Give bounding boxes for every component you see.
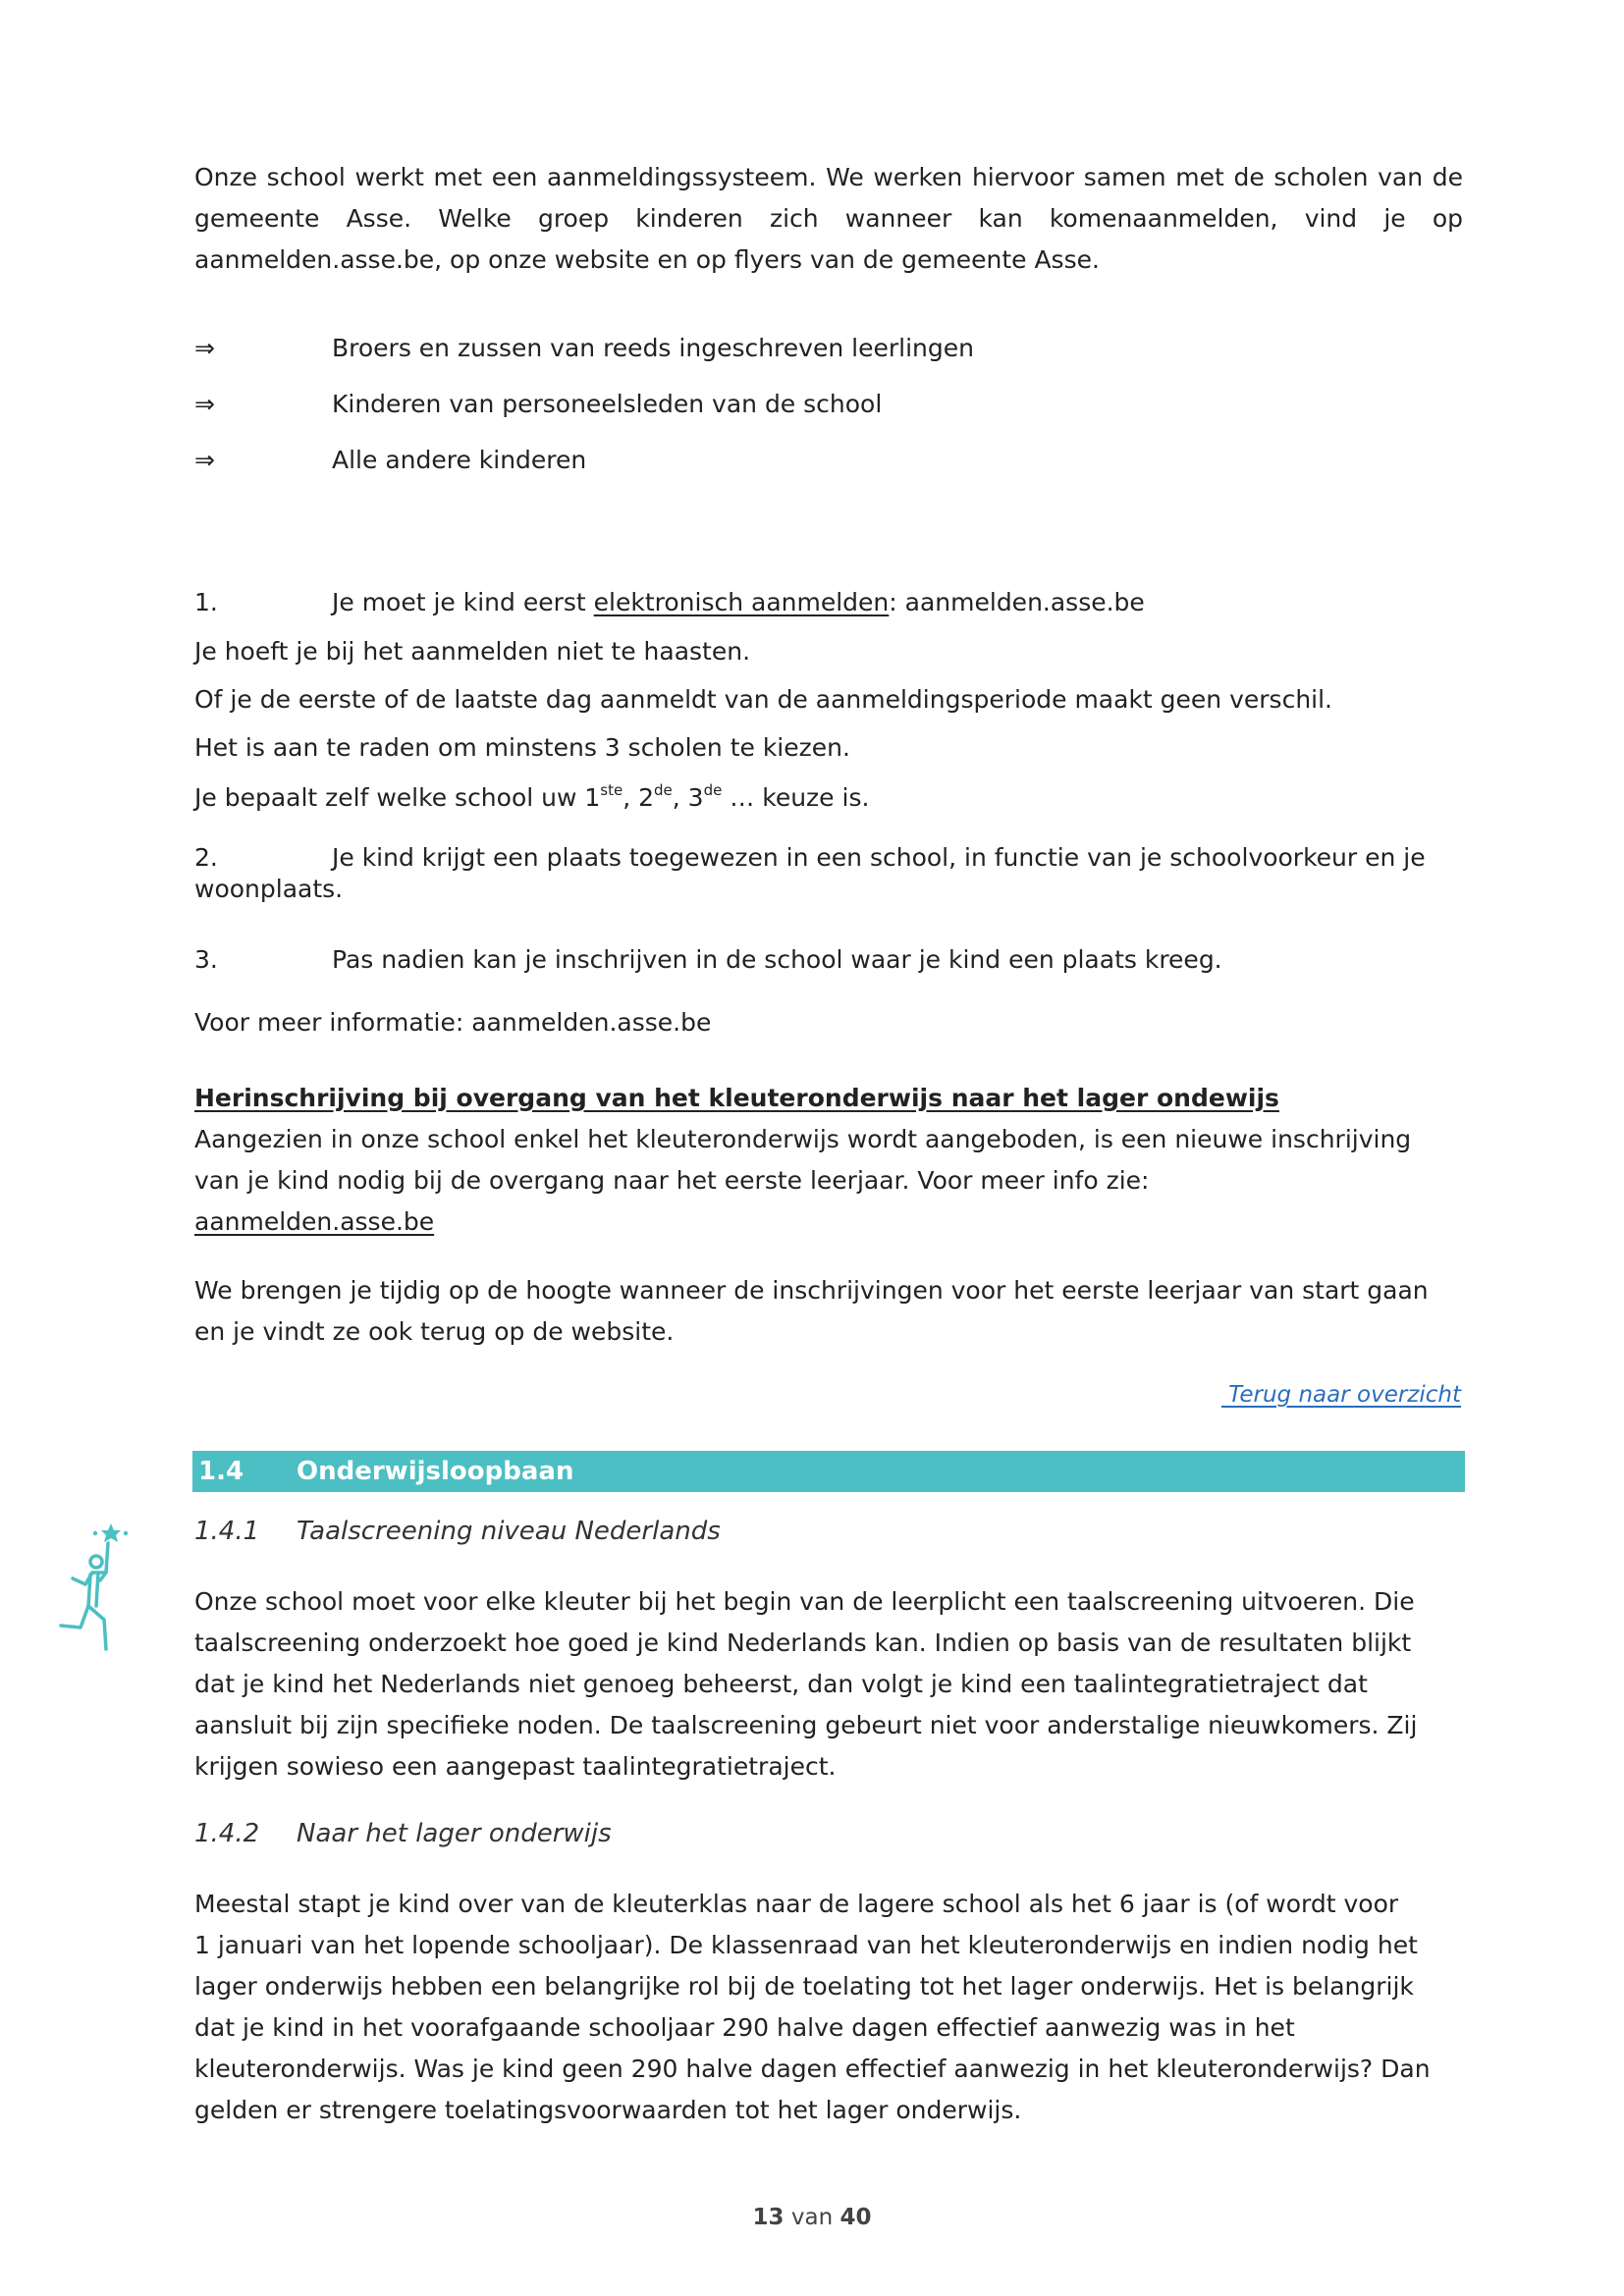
back-to-overview-link[interactable]: Terug naar overzicht [1220, 1382, 1461, 1408]
subsection-number: 1.4.1 [194, 1517, 260, 1546]
reinschrijving-line-1: Aangezien in onze school enkel het kleuteronderwijs wordt aangeboden, is een nieuwe inschrijving [194, 1125, 1412, 1153]
arrow-icon: ⇒ [194, 390, 215, 418]
step-1-line-3: Of je de eerste of de laatste dag aanmeldt van de aanmeldingsperiode maakt geen verschil. [194, 685, 1332, 714]
section-title: Onderwijsloopbaan [297, 1457, 574, 1486]
paragraph-line: Meestal stapt je kind over van de kleuterklas naar de lagere school als het 6 jaar is (of wordt voor [194, 1890, 1399, 1918]
page-separator: van [784, 2205, 840, 2230]
subsection-number: 1.4.2 [194, 1819, 260, 1848]
step-text: Je moet je kind eerst [332, 588, 594, 616]
person-reaching-star-icon [49, 1522, 137, 1679]
page-number-footer [0, 2205, 1624, 2230]
subsection-heading-1-4-2 [194, 1814, 612, 1853]
paragraph-line: 1 januari van het lopende schooljaar). De klassenraad van het kleuteronderwijs en indien nodig het [194, 1931, 1418, 1959]
list-item-label: Kinderen van personeelsleden van de school [332, 390, 883, 418]
paragraph-line: taalscreening onderzoekt hoe goed je kind Nederlands kan. Indien op basis van de resultaten blijkt [194, 1629, 1412, 1657]
step-2-line-2: woonplaats. [194, 875, 344, 903]
reinschrijving-heading: Herinschrijving bij overgang van het kleuteronderwijs naar het lager ondewijs [194, 1084, 1279, 1112]
elektronisch-aanmelden-link[interactable]: elektronisch aanmelden [593, 588, 890, 616]
paragraph-line: aansluit bij zijn specifieke noden. De taalscreening gebeurt niet voor anderstalige nieuwkomers. Zij [194, 1711, 1418, 1739]
subsection-title: Naar het lager onderwijs [297, 1819, 612, 1848]
section-heading-bar [192, 1451, 1465, 1492]
choice-text: … keuze is. [722, 783, 870, 812]
step-3 [194, 940, 1222, 980]
subsection-title: Taalscreening niveau Nederlands [297, 1517, 721, 1546]
paragraph-line: krijgen sowieso een aangepast taalintegratietraject. [194, 1752, 837, 1781]
arrow-icon: ⇒ [194, 334, 215, 362]
reinschrijving-line-2: van je kind nodig bij de overgang naar het eerste leerjaar. Voor meer info zie: [194, 1166, 1150, 1195]
step-1-line-4: Het is aan te raden om minstens 3 scholen te kiezen. [194, 733, 850, 762]
subsection-heading-1-4-1 [194, 1512, 721, 1551]
step-number: 3. [194, 945, 218, 974]
intro-line-2: gemeente Asse. Welke groep kinderen zich wanneer kan komenaanmelden, vind je op [194, 204, 1463, 233]
paragraph-line: kleuteronderwijs. Was je kind geen 290 halve dagen effectief aanwezig in het kleuteronderwijs? Dan [194, 2055, 1431, 2083]
aanmelden-link[interactable]: aanmelden.asse.be [194, 1207, 435, 1236]
ordinal-suffix: de [654, 780, 673, 799]
list-item [194, 385, 882, 424]
reinschrijving-para2-line-1: We brengen je tijdig op de hoogte wanneer de inschrijvingen voor het eerste leerjaar van start gaan [194, 1276, 1429, 1305]
paragraph-line: dat je kind het Nederlands niet genoeg beheerst, dan volgt je kind een taalintegratietraject dat [194, 1670, 1368, 1698]
step-text: Je kind krijgt een plaats toegewezen in een school, in functie van je schoolvoorkeur en je [332, 843, 1426, 872]
ordinal-suffix: de [703, 780, 723, 799]
current-page: 13 [752, 2205, 785, 2230]
ordinal-suffix: ste [600, 780, 623, 799]
step-2 [194, 842, 1426, 874]
choice-text: Je bepaalt zelf welke school uw 1 [194, 783, 601, 812]
step-1-line-2: Je hoeft je bij het aanmelden niet te haasten. [194, 637, 751, 666]
paragraph-line: lager onderwijs hebben een belangrijke rol bij de toelating tot het lager onderwijs. Het is belangrijk [194, 1972, 1414, 2001]
list-item-label: Alle andere kinderen [332, 446, 587, 474]
intro-line-1: Onze school werkt met een aanmeldingssysteem. We werken hiervoor samen met de scholen van de [194, 163, 1463, 191]
total-pages: 40 [839, 2205, 872, 2230]
paragraph-line: dat je kind in het voorafgaande schooljaar 290 halve dagen effectief aanwezig was in het [194, 2013, 1295, 2042]
more-info: Voor meer informatie: aanmelden.asse.be [194, 1008, 712, 1037]
arrow-icon: ⇒ [194, 446, 215, 474]
section-number: 1.4 [198, 1457, 244, 1486]
paragraph-line: gelden er strengere toelatingsvoorwaarden tot het lager onderwijs. [194, 2096, 1022, 2124]
step-text: Pas nadien kan je inschrijven in de school waar je kind een plaats kreeg. [332, 945, 1222, 974]
step-number: 1. [194, 588, 218, 616]
list-item-label: Broers en zussen van reeds ingeschreven leerlingen [332, 334, 974, 362]
step-1 [194, 583, 1145, 622]
choice-text: , 3 [672, 783, 704, 812]
step-text-suffix: : aanmelden.asse.be [889, 588, 1145, 616]
list-item [194, 329, 974, 368]
step-number: 2. [194, 843, 218, 872]
list-item [194, 441, 586, 480]
step-1-line-5 [194, 778, 869, 818]
choice-text: , 2 [623, 783, 655, 812]
paragraph-line: Onze school moet voor elke kleuter bij het begin van de leerplicht een taalscreening uitvoeren. Die [194, 1587, 1415, 1616]
intro-line-3: aanmelden.asse.be, op onze website en op flyers van de gemeente Asse. [194, 245, 1100, 274]
reinschrijving-para2-line-2: en je vindt ze ook terug op de website. [194, 1317, 675, 1346]
